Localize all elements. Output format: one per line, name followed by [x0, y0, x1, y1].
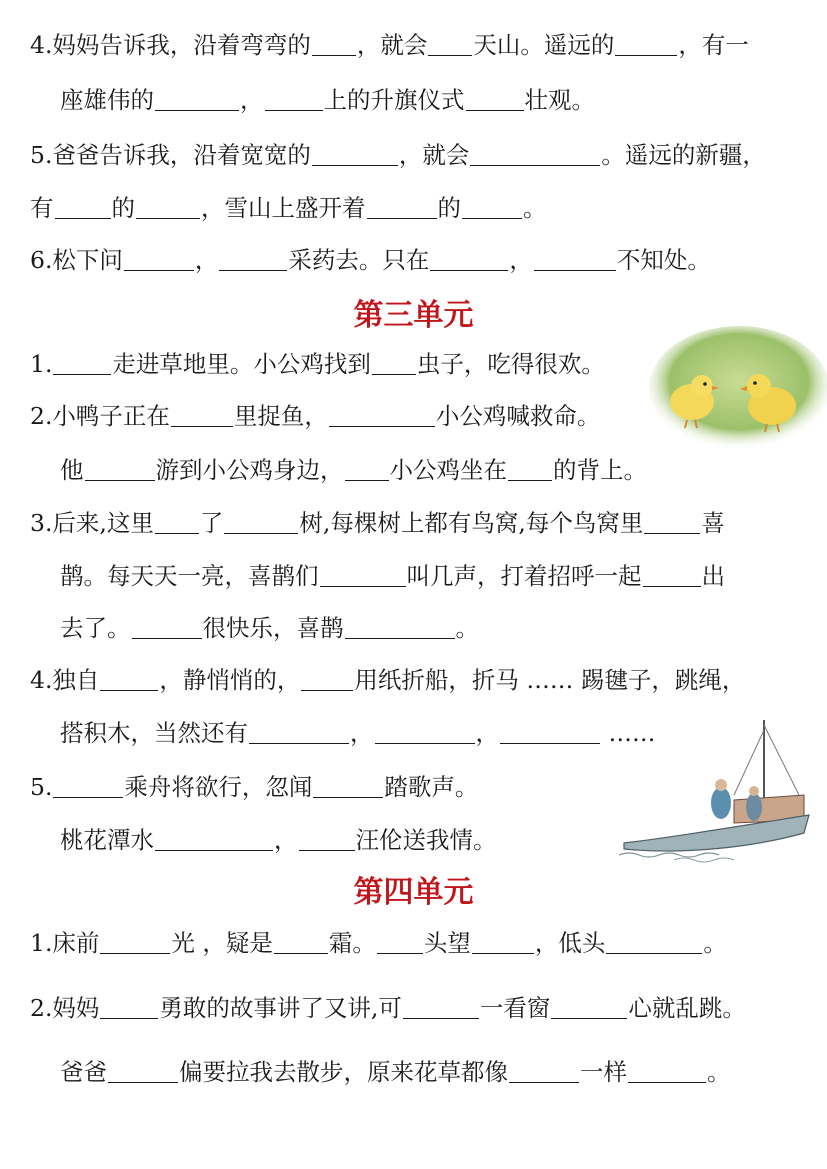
answer-blank[interactable]	[249, 723, 349, 744]
text-segment: 汪伦送我情。	[355, 826, 497, 854]
text-segment: 乘舟将欲行，忽闻	[124, 773, 313, 801]
text-segment: 床前	[52, 929, 100, 957]
answer-blank[interactable]	[375, 723, 475, 744]
text-segment: ，有一	[678, 31, 749, 59]
exercise-line	[30, 928, 727, 958]
answer-blank[interactable]	[367, 198, 437, 219]
text-segment: 树,每棵树上都有鸟窝,每个鸟窝里	[299, 509, 644, 537]
text-segment: ，	[274, 826, 298, 854]
answer-blank[interactable]	[224, 513, 298, 534]
item-number: 2.	[30, 994, 53, 1022]
exercise-line	[60, 825, 497, 855]
item-number: 3.	[30, 509, 53, 537]
answer-blank[interactable]	[155, 830, 273, 851]
text-segment: 。	[703, 929, 727, 957]
answer-blank[interactable]	[643, 566, 701, 587]
exercise-line	[60, 1057, 731, 1087]
exercise-line	[60, 613, 479, 643]
text-segment: 爸爸告诉我，沿着宽宽的	[52, 141, 311, 169]
text-segment: ，	[240, 86, 264, 114]
exercise-line	[30, 665, 745, 695]
answer-blank[interactable]	[53, 354, 111, 375]
text-segment: 。遥远的新疆，	[601, 141, 766, 169]
text-segment: 头望	[423, 929, 471, 957]
text-segment: 小公鸡坐在	[389, 456, 507, 484]
answer-blank[interactable]	[534, 250, 616, 271]
text-segment: 上的升旗仪式	[323, 86, 465, 114]
answer-blank[interactable]	[508, 460, 552, 481]
text-segment: 独自	[52, 666, 100, 694]
answer-blank[interactable]	[372, 354, 416, 375]
text-segment: 座雄伟的	[60, 86, 154, 114]
answer-blank[interactable]	[100, 933, 170, 954]
answer-blank[interactable]	[312, 35, 356, 56]
chicks-illustration-icon	[647, 320, 827, 450]
text-segment: 他	[60, 456, 84, 484]
text-segment: ，	[350, 719, 374, 747]
answer-blank[interactable]	[301, 670, 353, 691]
text-segment: 了	[199, 509, 224, 537]
item-number: 5.	[30, 773, 53, 801]
text-segment: 有	[30, 194, 54, 222]
exercise-line	[30, 772, 478, 802]
item-number: 4.	[30, 666, 53, 694]
text-segment: 出	[701, 562, 725, 590]
answer-blank[interactable]	[53, 777, 123, 798]
exercise-line	[30, 993, 746, 1023]
text-segment: 不知处。	[616, 246, 711, 274]
text-segment: 天山。遥远的	[473, 31, 615, 59]
text-segment: 叫几声，打着招呼一起	[406, 562, 642, 590]
exercise-line	[30, 245, 711, 275]
exercise-line	[30, 193, 547, 223]
text-segment: 光 ，疑是	[171, 929, 273, 957]
text-segment: 走进草地里。小公鸡找到	[112, 350, 371, 378]
boat-illustration-icon	[614, 715, 814, 865]
text-segment: ，就会	[398, 141, 470, 169]
item-number: 5.	[30, 141, 53, 169]
exercise-line	[60, 718, 655, 748]
answer-blank[interactable]	[551, 998, 627, 1019]
answer-blank[interactable]	[265, 90, 323, 111]
text-segment: 很快乐，喜鹊	[202, 614, 344, 642]
text-segment: 。	[523, 194, 547, 222]
text-segment: 松下问	[52, 246, 123, 274]
text-segment: 里捉鱼，	[233, 402, 328, 430]
text-segment: 勇敢的故事讲了又讲,可	[159, 994, 402, 1022]
exercise-line	[30, 349, 605, 379]
text-segment: 。	[455, 614, 479, 642]
answer-blank[interactable]	[644, 513, 700, 534]
answer-blank[interactable]	[329, 406, 435, 427]
text-segment: ，	[509, 246, 533, 274]
answer-blank[interactable]	[615, 35, 677, 56]
text-segment: 心就乱跳。	[628, 994, 746, 1022]
text-segment: 小公鸡喊救命。	[435, 402, 601, 430]
answer-blank[interactable]	[466, 90, 524, 111]
unit-heading-3: 第三单元	[353, 298, 474, 333]
text-segment: 后来,这里	[52, 509, 154, 537]
text-segment: 鹊。每天天一亮，喜鹊们	[60, 562, 319, 590]
text-segment: 妈妈	[52, 994, 100, 1022]
text-segment: 一样	[580, 1058, 627, 1086]
text-segment: 踏歌声。	[384, 773, 479, 801]
text-segment: 采药去。只在	[288, 246, 430, 274]
answer-blank[interactable]	[472, 933, 534, 954]
answer-blank[interactable]	[155, 90, 239, 111]
answer-blank[interactable]	[312, 145, 398, 166]
text-segment: 的背上。	[553, 456, 647, 484]
text-segment: 的	[437, 194, 461, 222]
item-number: 2.	[30, 402, 53, 430]
item-number: 1.	[30, 929, 53, 957]
answer-blank[interactable]	[171, 406, 233, 427]
answer-blank[interactable]	[509, 1062, 579, 1083]
text-segment: 小鸭子正在	[52, 402, 170, 430]
answer-blank[interactable]	[462, 198, 522, 219]
exercise-line	[30, 508, 725, 538]
answer-blank[interactable]	[606, 933, 702, 954]
text-segment: ，静悄悄的，	[159, 666, 301, 694]
answer-blank[interactable]	[313, 777, 383, 798]
text-segment: 。	[707, 1058, 731, 1086]
text-segment: 一看窗	[479, 994, 551, 1022]
answer-blank[interactable]	[155, 513, 199, 534]
answer-blank[interactable]	[124, 250, 194, 271]
text-segment: 爸爸	[60, 1058, 107, 1086]
text-segment: ，就会	[356, 31, 428, 59]
text-segment: 妈妈告诉我，沿着弯弯的	[52, 31, 311, 59]
answer-blank[interactable]	[299, 830, 355, 851]
text-segment: 游到小公鸡身边，	[155, 456, 344, 484]
answer-blank[interactable]	[100, 998, 158, 1019]
item-number: 4.	[30, 31, 53, 59]
text-segment: 壮观。	[524, 86, 595, 114]
text-segment: ……	[601, 719, 656, 747]
answer-blank[interactable]	[136, 198, 200, 219]
answer-blank[interactable]	[500, 723, 600, 744]
exercise-line	[30, 401, 600, 431]
text-segment: 喜	[701, 509, 725, 537]
text-segment: 用纸折船，折马 …… 踢毽子，跳绳，	[354, 666, 746, 694]
text-segment: 的	[111, 194, 135, 222]
text-segment: 虫子，吃得很欢。	[416, 350, 605, 378]
answer-blank[interactable]	[428, 35, 472, 56]
answer-blank[interactable]	[55, 198, 111, 219]
answer-blank[interactable]	[100, 670, 158, 691]
text-segment: 偏要拉我去散步，原来花草都像	[179, 1058, 508, 1086]
answer-blank[interactable]	[132, 618, 202, 639]
answer-blank[interactable]	[377, 933, 423, 954]
text-segment: 霜。	[328, 929, 376, 957]
text-segment: ，	[194, 246, 219, 274]
answer-blank[interactable]	[320, 566, 406, 587]
exercise-line	[30, 140, 766, 170]
answer-blank[interactable]	[345, 460, 389, 481]
answer-blank[interactable]	[345, 618, 455, 639]
exercise-line	[60, 85, 595, 115]
answer-blank[interactable]	[403, 998, 479, 1019]
text-segment: 搭积木，当然还有	[60, 719, 248, 747]
answer-blank[interactable]	[108, 1062, 178, 1083]
text-segment: ，	[475, 719, 499, 747]
unit-heading-4: 第四单元	[353, 875, 474, 910]
item-number: 6.	[30, 246, 53, 274]
exercise-line	[60, 561, 725, 591]
answer-blank[interactable]	[85, 460, 155, 481]
answer-blank[interactable]	[274, 933, 328, 954]
text-segment: ，低头	[534, 929, 606, 957]
text-segment: ，雪山上盛开着	[201, 194, 366, 222]
exercise-line	[30, 30, 749, 60]
answer-blank[interactable]	[219, 250, 287, 271]
item-number: 1.	[30, 350, 53, 378]
answer-blank[interactable]	[628, 1062, 706, 1083]
answer-blank[interactable]	[430, 250, 508, 271]
text-segment: 去了。	[60, 614, 131, 642]
text-segment: 桃花潭水	[60, 826, 154, 854]
exercise-line	[60, 455, 647, 485]
answer-blank[interactable]	[470, 145, 600, 166]
